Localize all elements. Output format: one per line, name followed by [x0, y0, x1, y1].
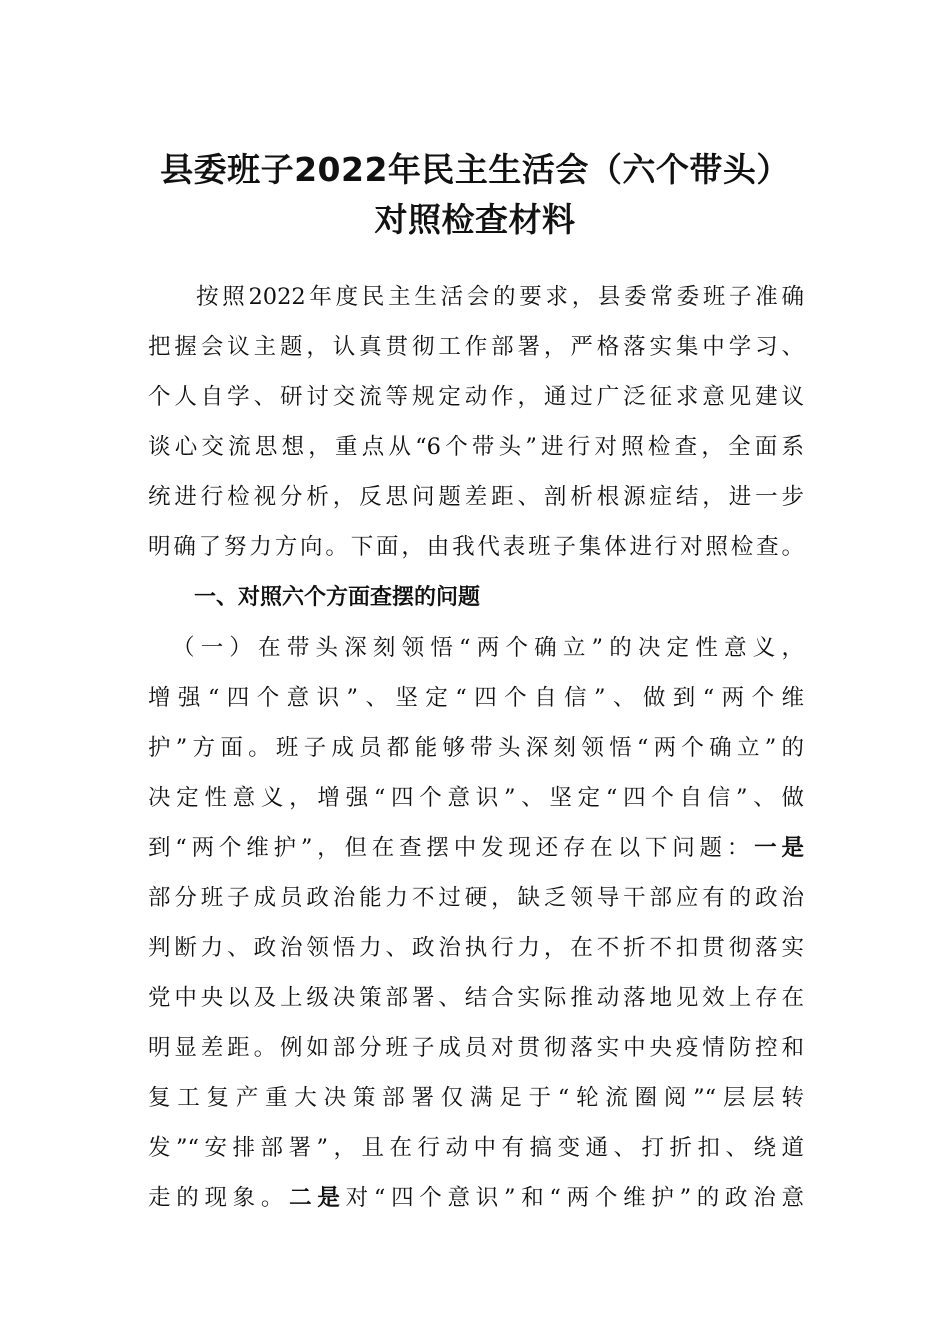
paragraph-text: 个人自学、研讨交流等规定动作，通过广泛征求意见建议: [148, 384, 804, 410]
paragraph-text: 判断力、政治领悟力、政治执行力，在不折不扣贯彻落实: [148, 935, 804, 961]
paragraph-text: （一）在带头深刻领悟“两个确立”的决定性意义，: [172, 635, 804, 661]
paragraph-text: 部分班子成员政治能力不过硬，缺乏领导干部应有的政治: [148, 885, 804, 911]
paragraph-text: 统进行检视分析，反思问题差距、剖析根源症结，进一步: [148, 484, 804, 510]
emphasis-text: 一是: [754, 835, 804, 861]
paragraph-text: 明确了努力方向。下面，由我代表班子集体进行对照检查。: [148, 534, 804, 560]
paragraph-text: 党中央以及上级决策部署、结合实际推动落地见效上存在: [148, 985, 804, 1011]
paragraph-text: 谈心交流思想，重点从“6个带头”进行对照检查，全面系: [148, 434, 804, 460]
paragraph-text: 把握会议主题，认真贯彻工作部署，严格落实集中学习、: [148, 334, 804, 360]
paragraph-text-segment: 走的现象。: [148, 1185, 290, 1211]
document-title-line-2: 对照检查材料: [374, 200, 576, 239]
paragraph-text-segment: 对“四个意识”和“两个维护”的政治意: [345, 1185, 804, 1211]
paragraph-text: 决定性意义，增强“四个意识”、坚定“四个自信”、做: [148, 785, 804, 811]
paragraph-text: [148, 1183, 804, 1213]
paragraph-text: 复工复产重大决策部署仅满足于“轮流圈阅”“层层转: [148, 1085, 804, 1111]
document-title-line-1: 县委班子2022年民主生活会（六个带头）: [160, 150, 790, 189]
paragraph-text: [148, 833, 804, 863]
section-heading-text: 一、对照六个方面查摆的问题: [194, 585, 481, 610]
paragraph-text: 明显差距。例如部分班子成员对贯彻落实中央疫情防控和: [148, 1035, 804, 1061]
paragraph-text: 按照2022年度民主生活会的要求，县委常委班子准确: [196, 284, 804, 310]
paragraph-text: 增强“四个意识”、坚定“四个自信”、做到“两个维: [148, 685, 804, 711]
paragraph-text: 发”“安排部署”，且在行动中有搞变通、打折扣、绕道: [148, 1135, 804, 1161]
paragraph-text: 护”方面。班子成员都能够带头深刻领悟“两个确立”的: [148, 735, 804, 761]
emphasis-text: 二是: [289, 1185, 346, 1211]
paragraph-text-segment: 到“两个维护”，但在查摆中发现还存在以下问题：: [148, 835, 755, 861]
